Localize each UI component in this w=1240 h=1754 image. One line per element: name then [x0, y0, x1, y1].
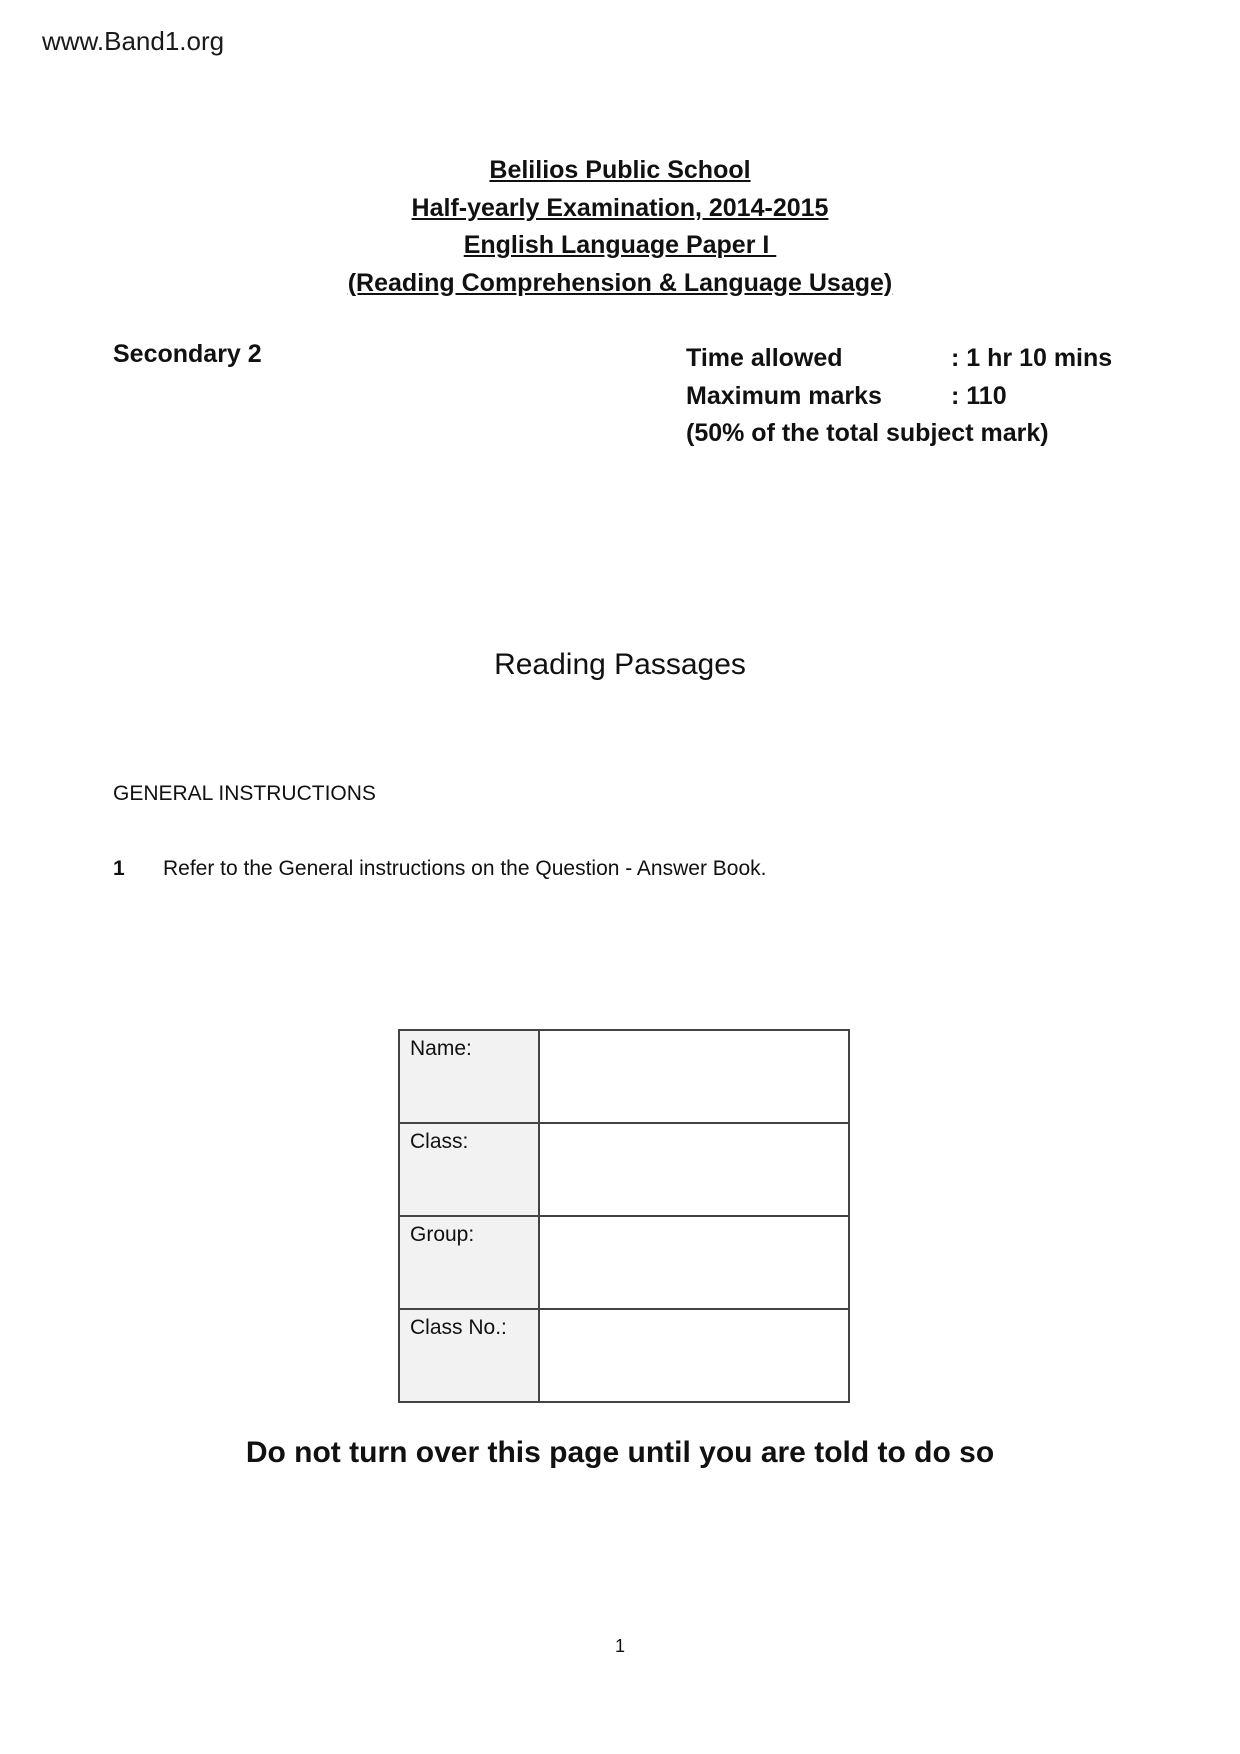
name-field[interactable]	[539, 1030, 849, 1123]
name-label: Name:	[399, 1030, 539, 1123]
table-row	[399, 1309, 849, 1402]
paper-subtitle: (Reading Comprehension & Language Usage)	[347, 268, 893, 297]
table-row	[399, 1123, 849, 1216]
warning-text: Do not turn over this page until you are told to do so	[245, 1436, 995, 1469]
level-label: Secondary 2	[113, 340, 262, 368]
group-label: Group:	[399, 1216, 539, 1309]
paper-title: English Language Paper I	[463, 231, 777, 259]
instruction-item	[113, 857, 766, 881]
max-marks-row	[686, 378, 1112, 416]
max-marks-label: Maximum marks	[686, 381, 882, 410]
section-title: Reading Passages	[494, 648, 746, 681]
document-header	[0, 152, 1240, 302]
instruction-text: Refer to the General instructions on the Question - Answer Book.	[163, 857, 767, 880]
time-allowed-label: Time allowed	[686, 344, 843, 372]
instruction-number: 1	[113, 857, 125, 880]
class-label: Class:	[399, 1123, 539, 1216]
group-field[interactable]	[539, 1216, 849, 1309]
exam-title: Half-yearly Examination, 2014-2015	[411, 193, 829, 222]
school-name: Belilios Public School	[489, 156, 751, 184]
time-allowed-value: : 1 hr 10 mins	[951, 344, 1113, 372]
class-no-field[interactable]	[539, 1309, 849, 1402]
table-row	[399, 1030, 849, 1123]
max-marks-value: : 110	[951, 381, 1007, 410]
instructions-heading: GENERAL INSTRUCTIONS	[113, 782, 376, 805]
page-number: 1	[614, 1636, 625, 1656]
class-no-label: Class No.:	[399, 1309, 539, 1402]
table-row	[399, 1216, 849, 1309]
exam-meta	[686, 340, 1112, 453]
student-info-table	[398, 1029, 850, 1403]
watermark: www.Band1.org	[42, 26, 225, 56]
weight-note: (50% of the total subject mark)	[686, 419, 1049, 447]
time-allowed-row	[686, 340, 1112, 378]
class-field[interactable]	[539, 1123, 849, 1216]
